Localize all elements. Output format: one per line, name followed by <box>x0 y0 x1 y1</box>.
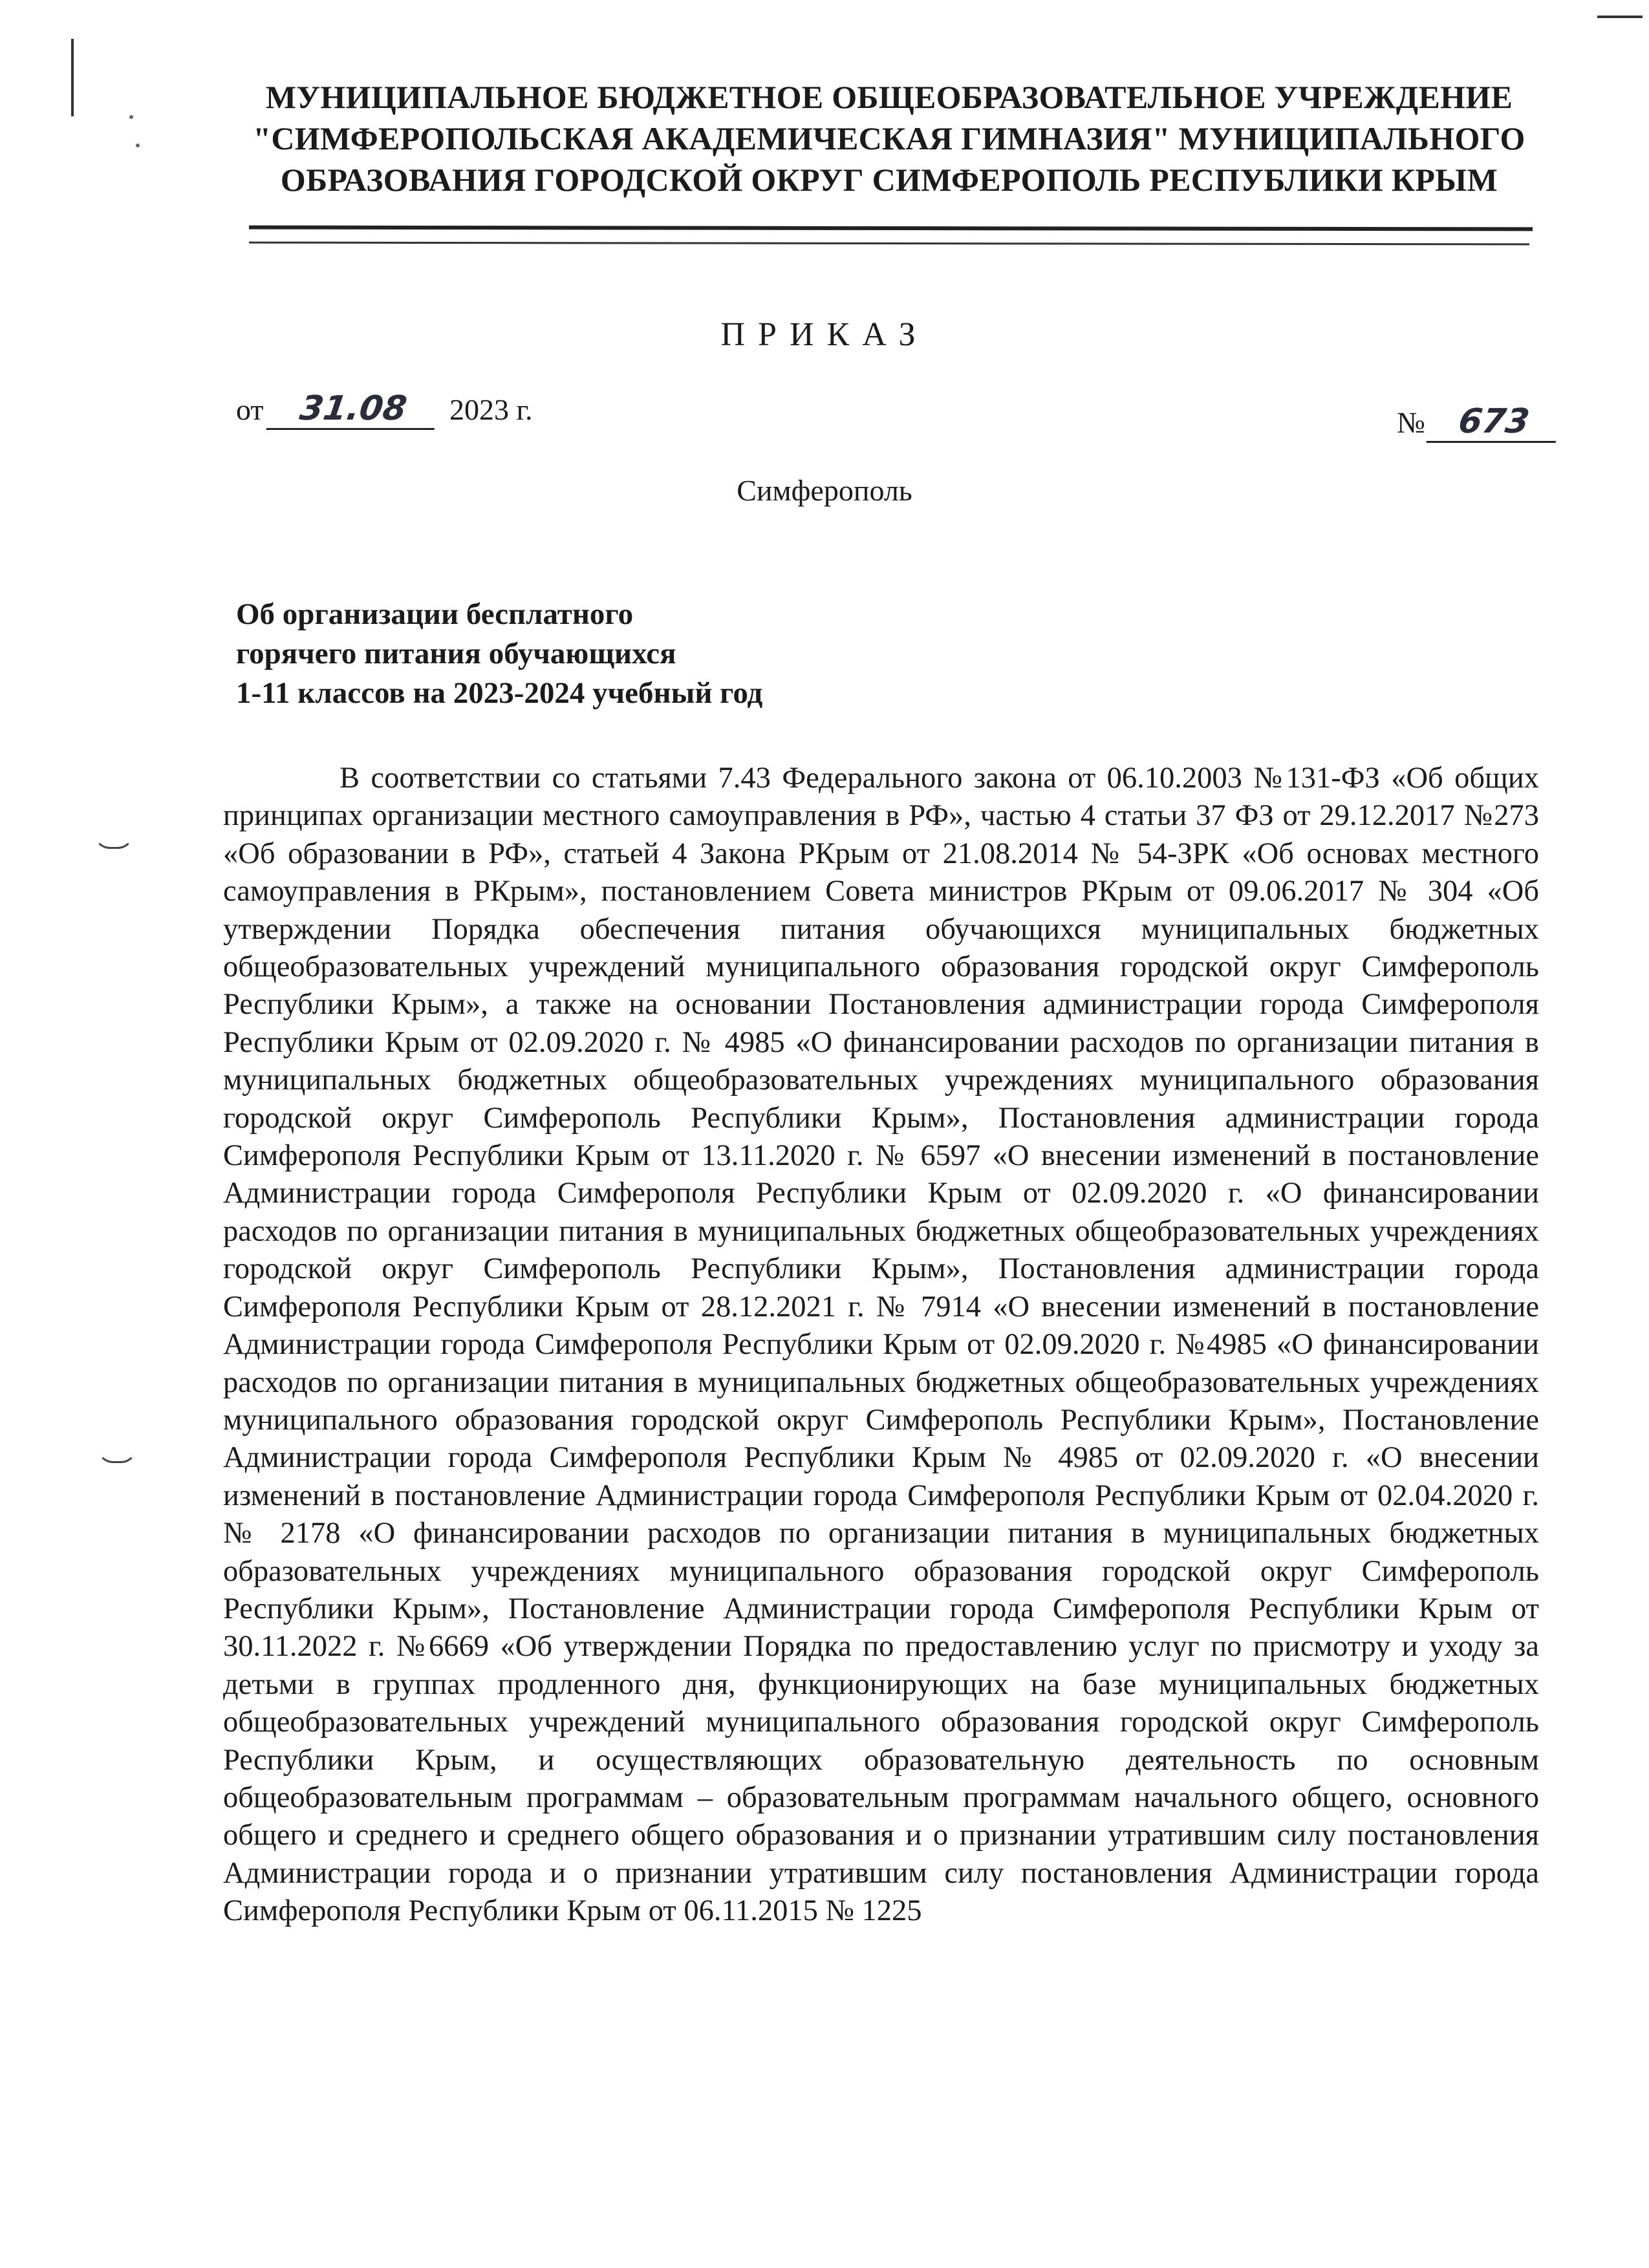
date-prefix: от <box>236 393 264 426</box>
date-year: 2023 г. <box>449 393 533 426</box>
subject-line: 1-11 классов на 2023-2024 учебный год <box>236 676 763 710</box>
scan-hole-mark <box>94 833 134 849</box>
scan-mark <box>1597 16 1643 18</box>
scan-mark <box>71 39 74 116</box>
order-subject <box>236 595 762 713</box>
order-date <box>236 389 533 430</box>
body-paragraph: В соответствии со статьями 7.43 Федерального закона от 06.10.2003 №131-ФЗ «Об общих принципах организации местного самоуправления в РФ», частью 4 статьи 37 ФЗ от 29.12.2017 №273 «Об образовании в РФ», статьей 4 Закона РКрым от 21.08.2014 № 54-ЗРК «Об основах местного самоуправления в РКрым», постановлением Совета министров РКрым от 09.06.2017 № 304 «Об утверждении Порядка обеспечения питания обучающихся муниципальных бюджетных общеобразовательных учреждений муниципального образования городской округ Симферополь Республики Крым», а также на основании Постановления администрации города Симферополя Республики Крым от 02.09.2020 г. № 4985 «О финансировании расходов по организации питания в муниципальных бюджетных общеобразовательных учреждениях муниципального образования городской округ Симферополь Республики Крым», Постановления администрации города Симферополя Республики Крым от 13.11.2020 г. № 6597 «О внесении изменений в постановление Администрации города Симферополя Республики Крым от 02.09.2020 г. «О финансировании расходов по организации питания в муниципальных бюджетных общеобразовательных учреждениях городской округ Симферополь Республики Крым», Постановления администрации города Симферополя Республики Крым от 28.12.2021 г. № 7914 «О внесении изменений в постановление Администрации города Симферополя Республики Крым от 02.09.2020 г. №4985 «О финансировании расходов по организации питания в муниципальных бюджетных общеобразовательных учреждениях муниципального образования городской округ Симферополь Республики Крым», Постановление Администрации города Симферополя Республики Крым № 4985 от 02.09.2020 г. «О внесении изменений в постановление Администрации города Симферополя Республики Крым от 02.04.2020 г. № 2178 «О финансировании расходов по организации питания в муниципальных бюджетных образовательных учреждениях муниципального образования городской округ Симферополь Республики Крым», Постановление Администрации города Симферополя Республики Крым от 30.11.2022 г. №6669 «Об утверждении Порядка по предоставлению услуг по присмотру и уходу за детьми в группах продленного дня, функционирующих на базе муниципальных бюджетных общеобразовательных учреждений муниципального образования городской округ Симферополь Республики Крым, и осуществляющих образовательную деятельность по основным общеобразовательным программам – образовательным программам начального общего, основного общего и среднего и среднего общего образования и о признании утратившим силу постановления Администрации города и о признании утратившим силу постановления Администрации города Симферополя Республики Крым от 06.11.2015 № 1225 <box>223 762 1539 1928</box>
number-prefix: № <box>1397 406 1425 439</box>
header-rule-thick <box>249 226 1533 231</box>
scan-speck <box>136 144 140 147</box>
handwritten-date: 31.08 <box>266 389 440 430</box>
subject-line: Об организации бесплатного <box>236 597 634 631</box>
subject-line: горячего питания обучающихся <box>236 637 676 670</box>
header-rule-thin <box>249 242 1529 246</box>
handwritten-number: 673 <box>1426 402 1561 443</box>
header-line: МУНИЦИПАЛЬНОЕ БЮДЖЕТНОЕ ОБЩЕОБРАЗОВАТЕЛЬНОЕ УЧРЕЖДЕНИЕ <box>265 79 1513 115</box>
scan-speck <box>129 115 133 119</box>
header-line: ОБРАЗОВАНИЯ ГОРОДСКОЙ ОКРУГ СИМФЕРОПОЛЬ РЕСПУБЛИКИ КРЫМ <box>280 162 1498 198</box>
scan-hole-mark <box>97 1447 137 1463</box>
institution-header <box>246 76 1533 200</box>
order-number <box>1397 402 1558 443</box>
document-title: ПРИКАЗ <box>720 316 929 353</box>
city: Симферополь <box>737 474 912 507</box>
header-line: "СИМФЕРОПОЛЬСКАЯ АКАДЕМИЧЕСКАЯ ГИМНАЗИЯ" МУНИЦИПАЛЬНОГО <box>253 120 1525 156</box>
